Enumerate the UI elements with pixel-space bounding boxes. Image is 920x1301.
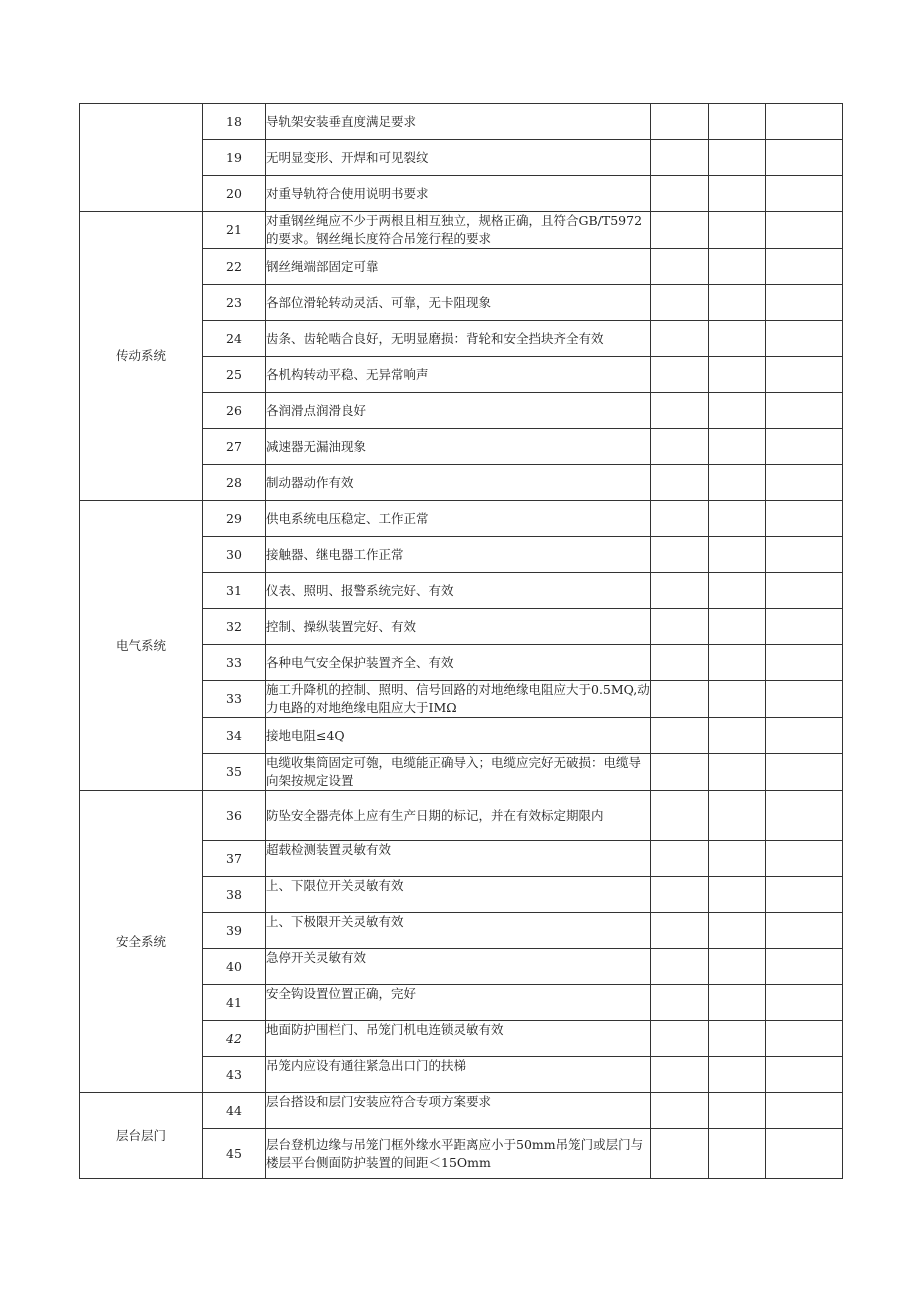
- result-cell: [766, 718, 843, 754]
- item-requirement: 无明显变形、开焊和可见裂纹: [266, 140, 651, 176]
- item-number: 43: [203, 1057, 266, 1093]
- result-cell: [709, 1021, 766, 1057]
- item-requirement: 仪表、照明、报警系统完好、有效: [266, 573, 651, 609]
- item-number: 25: [203, 357, 266, 393]
- result-cell: [709, 913, 766, 949]
- result-cell: [766, 393, 843, 429]
- result-cell: [709, 357, 766, 393]
- item-requirement: 吊笼内应设有通往紧急出口门的扶梯: [266, 1057, 651, 1093]
- result-cell: [651, 681, 709, 718]
- category-cell: 层台层门: [80, 1093, 203, 1179]
- result-cell: [766, 754, 843, 791]
- result-cell: [651, 949, 709, 985]
- result-cell: [709, 465, 766, 501]
- result-cell: [651, 1057, 709, 1093]
- item-number: 37: [203, 841, 266, 877]
- result-cell: [766, 465, 843, 501]
- result-cell: [766, 1021, 843, 1057]
- item-requirement: 安全钩设置位置正确，完好: [266, 985, 651, 1021]
- item-number: 40: [203, 949, 266, 985]
- result-cell: [651, 321, 709, 357]
- item-number: 44: [203, 1093, 266, 1129]
- result-cell: [766, 645, 843, 681]
- result-cell: [651, 1093, 709, 1129]
- result-cell: [709, 212, 766, 249]
- item-requirement: 钢丝绳端部固定可靠: [266, 249, 651, 285]
- result-cell: [766, 877, 843, 913]
- item-number: 39: [203, 913, 266, 949]
- result-cell: [709, 249, 766, 285]
- item-requirement: 上、下极限开关灵敏有效: [266, 913, 651, 949]
- item-requirement: 防坠安全器壳体上应有生产日期的标记，并在有效标定期限内: [266, 791, 651, 841]
- item-requirement: 齿条、齿轮啮合良好，无明显磨损：背轮和安全挡块齐全有效: [266, 321, 651, 357]
- result-cell: [651, 140, 709, 176]
- result-cell: [651, 985, 709, 1021]
- item-requirement: 供电系统电压稳定、工作正常: [266, 501, 651, 537]
- item-number: 24: [203, 321, 266, 357]
- result-cell: [651, 212, 709, 249]
- result-cell: [709, 140, 766, 176]
- result-cell: [709, 1129, 766, 1179]
- result-cell: [766, 212, 843, 249]
- inspection-table: [79, 103, 843, 1179]
- item-requirement: 减速器无漏油现象: [266, 429, 651, 465]
- item-number: 27: [203, 429, 266, 465]
- item-number: 33: [203, 681, 266, 718]
- result-cell: [651, 465, 709, 501]
- category-cell: 传动系统: [80, 212, 203, 501]
- inspection-table-body: [80, 104, 843, 1179]
- item-requirement: 导轨架安装垂直度满足要求: [266, 104, 651, 140]
- category-cell: [80, 104, 203, 212]
- result-cell: [766, 501, 843, 537]
- result-cell: [766, 104, 843, 140]
- item-requirement: 控制、操纵装置完好、有效: [266, 609, 651, 645]
- item-requirement: 各机构转动平稳、无异常响声: [266, 357, 651, 393]
- item-requirement: 各部位滑轮转动灵活、可靠，无卡阻现象: [266, 285, 651, 321]
- item-number: 30: [203, 537, 266, 573]
- result-cell: [766, 791, 843, 841]
- table-row: [80, 104, 843, 140]
- result-cell: [766, 357, 843, 393]
- result-cell: [709, 949, 766, 985]
- result-cell: [766, 140, 843, 176]
- item-requirement: 层台搭设和层门安装应符合专项方案要求: [266, 1093, 651, 1129]
- result-cell: [766, 1093, 843, 1129]
- item-number: 31: [203, 573, 266, 609]
- result-cell: [651, 285, 709, 321]
- item-requirement: 上、下限位开关灵敏有效: [266, 877, 651, 913]
- result-cell: [651, 501, 709, 537]
- item-number: 34: [203, 718, 266, 754]
- table-row: [80, 501, 843, 537]
- item-requirement: 制动器动作有效: [266, 465, 651, 501]
- result-cell: [709, 393, 766, 429]
- item-number: 29: [203, 501, 266, 537]
- result-cell: [766, 249, 843, 285]
- item-number: 21: [203, 212, 266, 249]
- result-cell: [709, 1093, 766, 1129]
- item-requirement: 接地电阻≤4Q: [266, 718, 651, 754]
- item-number: 38: [203, 877, 266, 913]
- result-cell: [651, 791, 709, 841]
- result-cell: [651, 841, 709, 877]
- table-row: [80, 1093, 843, 1129]
- item-requirement: 地面防护围栏门、吊笼门机电连锁灵敏有效: [266, 1021, 651, 1057]
- result-cell: [766, 681, 843, 718]
- result-cell: [709, 321, 766, 357]
- result-cell: [651, 913, 709, 949]
- category-cell: 电气系统: [80, 501, 203, 791]
- result-cell: [651, 754, 709, 791]
- item-requirement: 接触器、继电器工作正常: [266, 537, 651, 573]
- table-row: [80, 791, 843, 841]
- result-cell: [651, 104, 709, 140]
- table-row: [80, 212, 843, 249]
- result-cell: [651, 1021, 709, 1057]
- result-cell: [766, 985, 843, 1021]
- result-cell: [766, 321, 843, 357]
- result-cell: [766, 841, 843, 877]
- result-cell: [766, 1057, 843, 1093]
- item-number: 18: [203, 104, 266, 140]
- result-cell: [709, 501, 766, 537]
- result-cell: [709, 841, 766, 877]
- item-requirement: 施工升降机的控制、照明、信号回路的对地绝缘电阻应大于0.5MQ,动力电路的对地绝缘电阻应大于IMΩ: [266, 681, 651, 718]
- category-cell: 安全系统: [80, 791, 203, 1093]
- item-requirement: 对重导轨符合使用说明书要求: [266, 176, 651, 212]
- result-cell: [709, 791, 766, 841]
- result-cell: [709, 681, 766, 718]
- item-number: 35: [203, 754, 266, 791]
- item-number: 19: [203, 140, 266, 176]
- result-cell: [766, 285, 843, 321]
- item-number: 28: [203, 465, 266, 501]
- result-cell: [709, 537, 766, 573]
- result-cell: [766, 537, 843, 573]
- result-cell: [651, 877, 709, 913]
- result-cell: [766, 913, 843, 949]
- result-cell: [709, 1057, 766, 1093]
- result-cell: [651, 176, 709, 212]
- result-cell: [651, 429, 709, 465]
- result-cell: [766, 949, 843, 985]
- result-cell: [766, 573, 843, 609]
- item-number: 33: [203, 645, 266, 681]
- result-cell: [709, 718, 766, 754]
- result-cell: [766, 429, 843, 465]
- result-cell: [651, 537, 709, 573]
- item-requirement: 各种电气安全保护装置齐全、有效: [266, 645, 651, 681]
- result-cell: [709, 985, 766, 1021]
- item-number: 23: [203, 285, 266, 321]
- item-number: 22: [203, 249, 266, 285]
- result-cell: [709, 645, 766, 681]
- item-requirement: 电缆收集筒固定可匏，电缆能正确导入；电缆应完好无破损：电缆导向架按规定设置: [266, 754, 651, 791]
- item-number: 32: [203, 609, 266, 645]
- result-cell: [709, 754, 766, 791]
- result-cell: [709, 176, 766, 212]
- result-cell: [709, 429, 766, 465]
- item-requirement: 各润滑点润滑良好: [266, 393, 651, 429]
- result-cell: [651, 645, 709, 681]
- result-cell: [709, 573, 766, 609]
- result-cell: [766, 609, 843, 645]
- result-cell: [651, 393, 709, 429]
- result-cell: [651, 249, 709, 285]
- result-cell: [651, 357, 709, 393]
- item-requirement: 层台登机边缘与吊笼门框外缘水平距离应小于50mm吊笼门或层门与楼层平台侧面防护装置的间距＜15Omm: [266, 1129, 651, 1179]
- item-number: 45: [203, 1129, 266, 1179]
- result-cell: [651, 718, 709, 754]
- item-requirement: 对重钢丝绳应不少于两根且相互独立，规格正确，且符合GB/T5972的要求。钢丝绳长度符合吊笼行程的要求: [266, 212, 651, 249]
- result-cell: [651, 1129, 709, 1179]
- item-number: 42: [203, 1021, 266, 1057]
- result-cell: [709, 104, 766, 140]
- result-cell: [766, 176, 843, 212]
- result-cell: [709, 285, 766, 321]
- result-cell: [766, 1129, 843, 1179]
- item-requirement: 急停开关灵敏有效: [266, 949, 651, 985]
- item-requirement: 超载检测装置灵敏有效: [266, 841, 651, 877]
- result-cell: [651, 573, 709, 609]
- item-number: 36: [203, 791, 266, 841]
- result-cell: [709, 877, 766, 913]
- item-number: 26: [203, 393, 266, 429]
- item-number: 20: [203, 176, 266, 212]
- result-cell: [709, 609, 766, 645]
- result-cell: [651, 609, 709, 645]
- item-number: 41: [203, 985, 266, 1021]
